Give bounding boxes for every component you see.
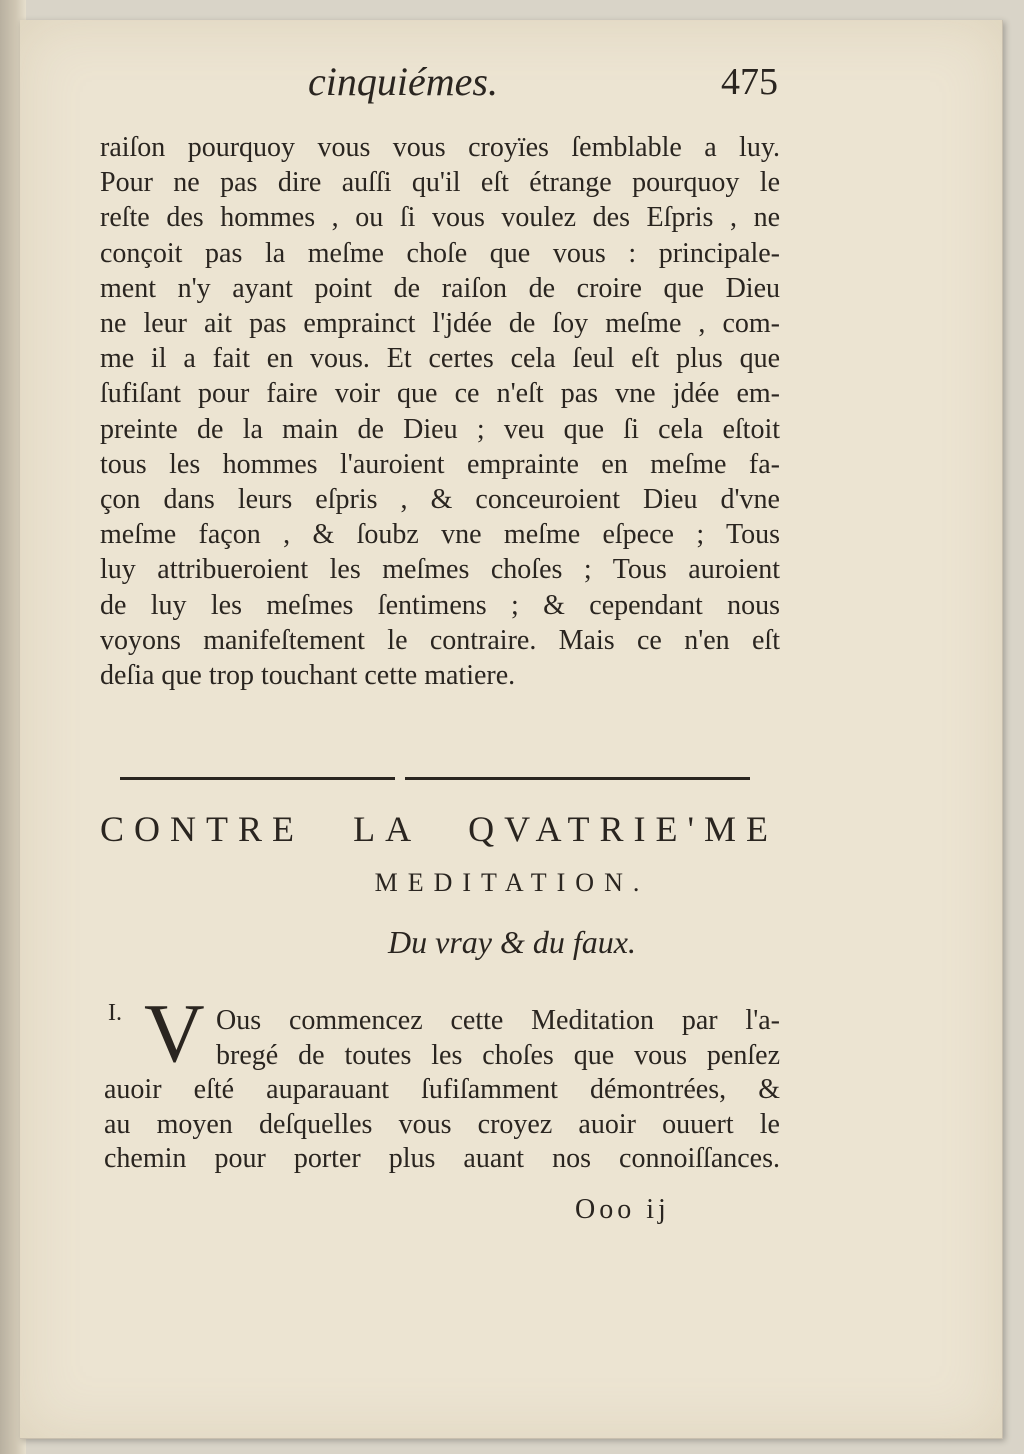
signature-mark: Ooo ij — [575, 1194, 670, 1225]
article-paragraph — [104, 1004, 780, 1177]
running-head: cinquiémes. — [308, 59, 498, 104]
text-line: Ous commencez cette Meditation par l'a- — [216, 1005, 780, 1036]
section-subtitle: Du vray & du faux. — [388, 924, 636, 960]
text-line: çon dans leurs eſpris , & conceuroient Dieu d'vne — [100, 484, 780, 516]
text-line: tous les hommes l'auroient emprainte en meſme fa- — [100, 448, 780, 480]
text-line: ne leur ait pas emprainct l'jdée de ſoy meſme , com- — [100, 308, 780, 340]
body-text — [100, 130, 780, 693]
text-line: au moyen deſquelles vous croyez auoir ouuert le — [104, 1108, 780, 1140]
section-subheading: MEDITATION. — [374, 868, 650, 897]
page-number: 475 — [721, 61, 778, 103]
article-number: I. — [108, 1000, 122, 1026]
text-line: luy attribueroient les meſmes choſes ; Tous auroient — [100, 554, 780, 586]
text-line: me il a fait en vous. Et certes cela ſeul eſt plus que — [100, 343, 780, 375]
drop-cap: V — [144, 987, 205, 1080]
text-line: preinte de la main de Dieu ; veu que ſi cela eſtoit — [100, 413, 780, 445]
page-header — [108, 52, 778, 122]
text-line: voyons manifeſtement le contraire. Mais ce n'en eſt — [100, 624, 780, 656]
text-line: raiſon pourquoy vous vous croyïes ſemblable a luy. — [100, 132, 780, 163]
text-line: reſte des hommes , ou ſi vous voulez des Eſpris , ne — [100, 202, 780, 234]
text-line: ment n'y ayant point de raiſon de croire que Dieu — [100, 272, 780, 304]
text-line: deſia que trop touchant cette matiere. — [100, 660, 516, 692]
text-line: bregé de toutes les choſes que vous penſez — [216, 1039, 780, 1071]
text-line: conçoit pas la meſme choſe que vous : principale- — [100, 237, 780, 269]
text-line: de luy les meſmes ſentimens ; & cependant nous — [100, 589, 780, 621]
section-rule-right — [405, 777, 750, 780]
section-heading: CONTRE LA QVATRIE'ME — [100, 809, 778, 849]
text-line: meſme façon , & ſoubz vne meſme eſpece ; Tous — [100, 519, 780, 551]
text-line: chemin pour porter plus auant nos connoiſſances. — [104, 1143, 780, 1174]
text-line: Pour ne pas dire auſſi qu'il eſt étrange pourquoy le — [100, 167, 780, 199]
section-rule-left — [120, 777, 395, 780]
text-line: ſufiſant pour faire voir que ce n'eſt pas vne jdée em- — [100, 378, 780, 410]
text-line: auoir eſté auparauant ſufiſamment démontrées, & — [104, 1074, 780, 1105]
